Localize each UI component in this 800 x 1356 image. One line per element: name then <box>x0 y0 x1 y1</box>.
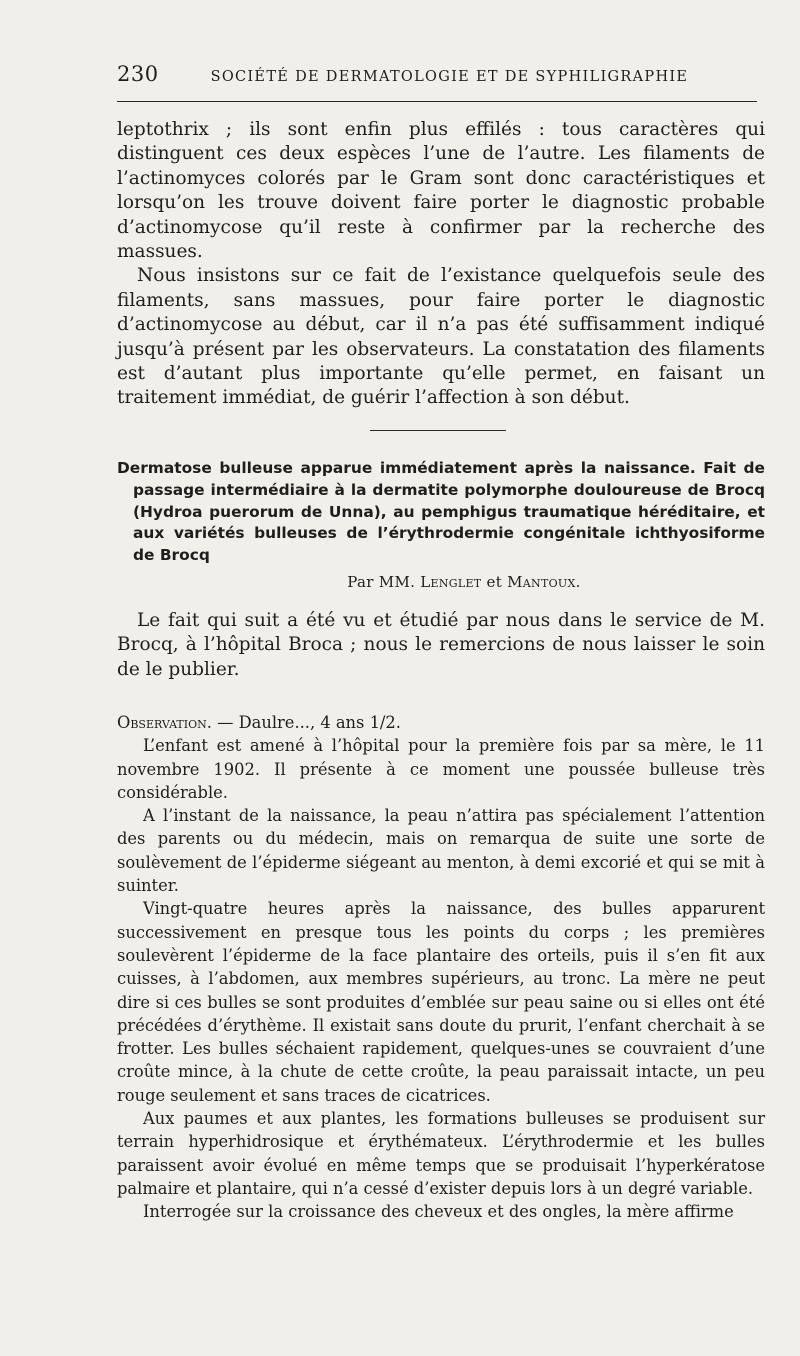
article-title-first: Dermatose bulleuse apparue immédiatement après la naissance. <box>117 459 696 477</box>
intro-paragraph: Nous insistons sur ce fait de l’existance quelquefois seule des filaments, sans massues, pour faire porter le diagnostic d’actinomycose au début, car il n’a pas été suffisamment indiqué jusqu’à présent par les observateurs. La constatation des filaments est d’autant plus importante qu’elle permet, en faisant un traitement immédiat, de guérir l’affection à son début. <box>117 265 765 409</box>
observation-paragraph: L’enfant est amené à l’hôpital pour la première fois par sa mère, le 11 novembre 1902. Il présente à ce moment une poussée bulleuse très considérable. <box>117 736 765 802</box>
observation-text <box>117 711 765 1224</box>
author-lenglet: Lenglet <box>420 573 482 591</box>
observation-paragraph: Interrogée sur la croissance des cheveux et des ongles, la mère affirme <box>143 1202 734 1222</box>
header-rule <box>117 101 757 102</box>
lead-paragraph: Le fait qui suit a été vu et étudié par nous dans le service de M. Brocq, à l’hôpital Broca ; nous le remercions de nous laisser le soin de le publier. <box>117 610 765 680</box>
section-separator <box>370 430 506 431</box>
article-title <box>117 458 765 567</box>
observation-heading-rest: — Daulre..., 4 ans 1/2. <box>211 713 401 732</box>
authors-prefix: Par MM. <box>347 573 416 591</box>
article-authors <box>117 573 765 591</box>
observation-paragraph: A l’instant de la naissance, la peau n’attira pas spécialement l’attention des parents ou du médecin, mais on remarqua de suite une sorte de soulèvement de l’épiderme siégeant au menton, à demi excorié et qui se mit à suinter. <box>117 806 765 896</box>
intro-paragraph: leptothrix ; ils sont enfin plus effilés : tous caractères qui distinguent ces deux espèces l’une de l’autre. Les filaments de l’actinomyces colorés par le Gram sont donc caractéristiques et lorsqu’on les trouve doivent faire porter le diagnostic probable d’actinomycose qu’il reste à confirmer par la recherche des massues. <box>117 119 765 263</box>
observation-label: Observation. <box>117 713 212 732</box>
authors-joiner: et <box>486 573 503 591</box>
lead-text <box>117 609 765 682</box>
observation-paragraph: Aux paumes et aux plantes, les formations bulleuses se produisent sur terrain hyperhidrosique et érythémateux. L’érythrodermie et les bulles paraissent avoir évolué en même temps que se produisait l’hyperkératose palmaire et plantaire, qui n’a cessé d’exister depuis lors à un degré variable. <box>117 1109 765 1198</box>
observation-paragraph: Vingt-quatre heures après la naissance, des bulles apparurent successivement en presque tous les points du corps ; les premières soulevèrent l’épiderme de la face plantaire des orteils, puis il s’en fit aux cuisses, à l’abdomen, aux membres supérieurs, au tronc. La mère ne peut dire si ces bulles se sont produites d’emblée sur peau saine ou si elles ont été précédées d’érythème. Il existait sans doute du prurit, l’enfant cherchait à se frotter. Les bulles séchaient rapidement, quelques-unes se couvraient d’une croûte mince, à la chute de cette croûte, la peau paraissait intacte, un peu rouge seulement et sans traces de cicatrices. <box>117 899 765 1105</box>
article-title-rest: Fait de passage intermédiaire à la dermatite polymorphe douloureuse de Brocq (Hydroa puerorum de Unna), au pemphigus traumatique héréditaire, et aux variétés bulleuses de l’érythrodermie congénitale ichthyosiforme de Brocq <box>133 459 765 565</box>
author-mantoux: Mantoux. <box>507 573 581 591</box>
page-number: 230 <box>117 62 159 86</box>
page-header <box>117 62 757 86</box>
intro-text <box>117 118 765 411</box>
running-head: SOCIÉTÉ DE DERMATOLOGIE ET DE SYPHILIGRAPHIE <box>210 69 689 85</box>
observation-heading <box>117 711 765 734</box>
